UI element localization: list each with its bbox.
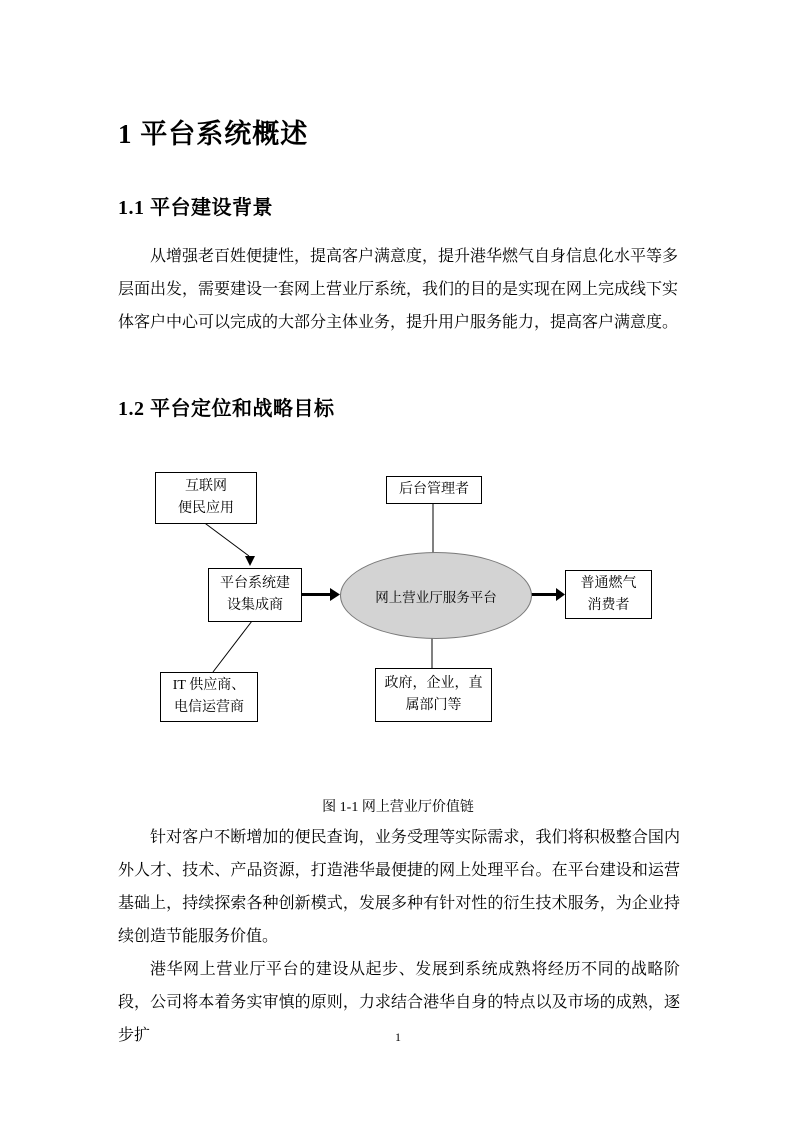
node-system-integrator	[208, 568, 302, 622]
section-1-2-heading: 1.2 平台定位和战略目标	[118, 398, 335, 420]
node-internet-line1: 互联网	[185, 479, 227, 494]
node-it-supplier-line1: IT 供应商、	[172, 678, 246, 693]
section-1-1-paragraph: 从增强老百姓便捷性，提高客户满意度，提升港华燃气自身信息化水平等多层面出发，需要建设一套网上营业厅系统，我们的目的是实现在网上完成线下实体客户中心可以完成的大部分主体业务，提升用户服务能力，提高客户满意度。	[118, 248, 679, 331]
section-1-2-body	[118, 821, 680, 1052]
page-title: 1 平台系统概述	[118, 119, 309, 149]
arrow-internet-to-integrator	[202, 521, 255, 566]
node-online-service-platform-label: 网上营业厅服务平台	[375, 589, 497, 605]
node-gas-consumer-line1: 普通燃气	[580, 575, 637, 591]
node-government-enterprise-line1: 政府，企业，直	[384, 676, 483, 691]
node-gas-consumer-line2: 消费者	[587, 597, 630, 613]
node-internet-app	[155, 472, 257, 524]
node-government-enterprise-line2: 属部门等	[405, 698, 462, 713]
node-system-integrator-line2: 设集成商	[227, 598, 283, 613]
arrow-platform-to-consumer	[531, 588, 565, 601]
node-backend-admin	[386, 476, 482, 504]
connector-it-to-integrator	[213, 621, 252, 672]
section-1-1-heading: 1.1 平台建设背景	[118, 197, 273, 219]
arrow-integrator-to-platform	[301, 588, 340, 601]
node-government-enterprise	[375, 668, 492, 722]
node-it-supplier	[160, 672, 258, 722]
section-1-2-paragraph-2: 港华网上营业厅平台的建设从起步、发展到系统成熟将经历不同的战略阶段，公司将本着务实审慎的原则，力求结合港华自身的特点以及市场的成熟，逐步扩	[118, 961, 680, 1044]
figure-caption: 图 1-1 网上营业厅价值链	[322, 800, 474, 815]
node-backend-admin-label: 后台管理者	[399, 482, 469, 497]
section-1-2-paragraph-1: 针对客户不断增加的便民查询，业务受理等实际需求，我们将积极整合国内外人才、技术、产品资源，打造港华最便捷的网上处理平台。在平台建设和运营基础上，持续探索各种创新模式，发展多种有针对性的衍生技术服务，为企业持续创造节能服务价值。	[118, 829, 680, 945]
node-system-integrator-line1: 平台系统建	[220, 576, 290, 591]
node-it-supplier-line2: 电信运营商	[174, 700, 244, 715]
figure-1-1-value-chain-diagram	[0, 460, 793, 760]
page-number: 1	[395, 1030, 401, 1044]
node-gas-consumer	[565, 570, 652, 619]
node-online-service-platform	[340, 552, 532, 639]
node-internet-line2: 便民应用	[178, 501, 234, 516]
